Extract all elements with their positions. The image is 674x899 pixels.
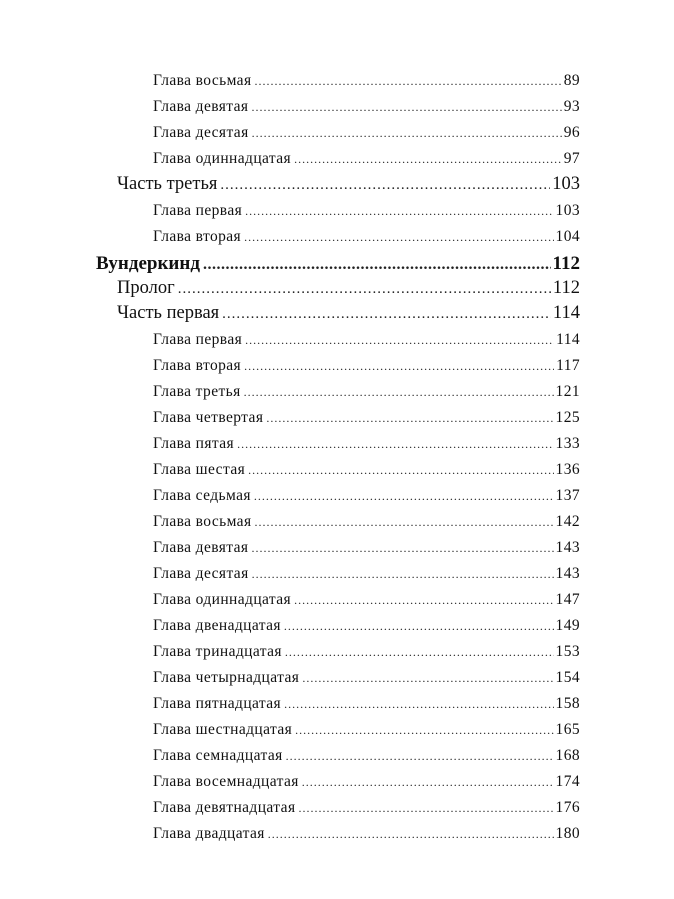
toc-entry[interactable]: [153, 461, 580, 479]
toc-entry[interactable]: [153, 357, 580, 375]
toc-entry[interactable]: [153, 747, 580, 765]
toc-entry-page: 158: [555, 695, 580, 712]
dot-leader: [245, 204, 553, 219]
dot-leader: [248, 463, 553, 478]
toc-entry-title: Глава десятая: [153, 565, 249, 582]
dot-leader: [252, 567, 554, 582]
toc-entry-title: Глава вторая: [153, 357, 242, 374]
toc-entry[interactable]: [153, 773, 580, 791]
toc-entry-page: 97: [563, 150, 580, 167]
toc-entry-page: 89: [563, 72, 580, 89]
toc-entry-title: Глава первая: [153, 331, 243, 348]
toc-entry-page: 180: [555, 825, 580, 842]
toc-entry[interactable]: [153, 409, 580, 427]
toc-entry-page: 149: [555, 617, 580, 634]
toc-part-entry[interactable]: [117, 174, 580, 195]
toc-entry-page: 142: [555, 513, 580, 530]
toc-entry-page: 93: [563, 98, 580, 115]
dot-leader: [302, 671, 553, 686]
toc-entry-title: Глава двадцатая: [153, 825, 265, 842]
toc-entry-page: 174: [555, 773, 580, 790]
toc-entry-title: Глава восьмая: [153, 513, 252, 530]
toc-entry[interactable]: [153, 202, 580, 220]
toc-entry[interactable]: [153, 591, 580, 609]
toc-entry-page: 114: [552, 303, 580, 323]
toc-entry-title: Глава первая: [153, 202, 243, 219]
dot-leader: [284, 697, 553, 712]
toc-entry-page: 176: [555, 799, 580, 816]
toc-entry[interactable]: [153, 331, 580, 349]
dot-leader: [251, 541, 553, 556]
toc-part-entry[interactable]: [117, 278, 580, 299]
dot-leader: [203, 256, 551, 274]
toc-entry[interactable]: [153, 98, 580, 116]
toc-entry[interactable]: [153, 565, 580, 583]
toc-entry[interactable]: [153, 124, 580, 142]
toc-entry-title: Глава шестая: [153, 461, 246, 478]
toc-entry-page: 117: [556, 357, 580, 374]
toc-entry-page: 165: [555, 721, 580, 738]
dot-leader: [302, 775, 554, 790]
toc-entry-title: Глава девятая: [153, 539, 249, 556]
toc-entry-page: 104: [555, 228, 580, 245]
dot-leader: [268, 827, 554, 842]
toc-entry-title: Глава восемнадцатая: [153, 773, 299, 790]
toc-entry-title: Глава пятнадцатая: [153, 695, 282, 712]
toc-entry-title: Часть третья: [117, 174, 218, 194]
toc-part-entry[interactable]: [117, 303, 580, 324]
toc-entry-title: Глава четырнадцатая: [153, 669, 300, 686]
toc-entry[interactable]: [153, 695, 580, 713]
toc-entry[interactable]: [153, 643, 580, 661]
toc-entry-title: Глава седьмая: [153, 487, 251, 504]
dot-leader: [255, 74, 562, 89]
dot-leader: [254, 489, 554, 504]
toc-entry[interactable]: [153, 228, 580, 246]
toc-entry-page: 114: [556, 331, 580, 348]
dot-leader: [251, 100, 561, 115]
toc-entry-page: 133: [555, 435, 580, 452]
toc-entry-page: 143: [555, 565, 580, 582]
toc-entry-page: 112: [552, 253, 580, 274]
toc-entry[interactable]: [153, 539, 580, 557]
toc-entry-page: 125: [555, 409, 580, 426]
toc-entry[interactable]: [153, 669, 580, 687]
dot-leader: [284, 619, 554, 634]
dot-leader: [220, 177, 550, 194]
toc-entry[interactable]: [153, 383, 580, 401]
toc-entry[interactable]: [153, 799, 580, 817]
toc-entry-title: Глава одиннадцатая: [153, 150, 292, 167]
toc-entry-title: Глава девятнадцатая: [153, 799, 296, 816]
dot-leader: [245, 333, 554, 348]
dot-leader: [298, 801, 553, 816]
toc-entry[interactable]: [153, 825, 580, 843]
toc-entry-page: 103: [555, 202, 580, 219]
toc-entry-title: Глава девятая: [153, 98, 249, 115]
toc-entry-page: 147: [555, 591, 580, 608]
dot-leader: [295, 723, 553, 738]
toc-entry-page: 153: [555, 643, 580, 660]
toc-entry-page: 121: [555, 383, 580, 400]
dot-leader: [255, 515, 554, 530]
toc-entry[interactable]: [153, 150, 580, 168]
toc-entry-page: 136: [555, 461, 580, 478]
dot-leader: [266, 411, 553, 426]
dot-leader: [244, 385, 554, 400]
toc-entry-page: 154: [555, 669, 580, 686]
toc-entry[interactable]: [153, 513, 580, 531]
toc-entry-page: 168: [555, 747, 580, 764]
dot-leader: [244, 359, 554, 374]
dot-leader: [294, 152, 562, 167]
toc-entry-page: 96: [563, 124, 580, 141]
toc-entry-title: Часть первая: [117, 303, 220, 323]
dot-leader: [252, 126, 562, 141]
toc-entry-page: 103: [552, 174, 580, 194]
dot-leader: [286, 749, 554, 764]
dot-leader: [178, 281, 551, 298]
toc-book-entry[interactable]: [96, 253, 580, 275]
dot-leader: [294, 593, 553, 608]
toc-entry[interactable]: [153, 72, 580, 90]
toc-entry-title: Глава восьмая: [153, 72, 252, 89]
toc-entry-title: Глава шестнадцатая: [153, 721, 293, 738]
toc-entry-page: 137: [555, 487, 580, 504]
dot-leader: [285, 645, 554, 660]
toc-entry-title: Глава семнадцатая: [153, 747, 283, 764]
toc-entry-title: Вундеркинд: [96, 253, 200, 274]
dot-leader: [222, 306, 551, 323]
toc-entry-title: Пролог: [117, 278, 175, 298]
toc-entry-title: Глава одиннадцатая: [153, 591, 292, 608]
dot-leader: [237, 437, 553, 452]
toc-entry-title: Глава тринадцатая: [153, 643, 282, 660]
dot-leader: [244, 230, 553, 245]
toc-entry-page: 143: [555, 539, 580, 556]
toc-entry[interactable]: [153, 721, 580, 739]
toc-entry[interactable]: [153, 487, 580, 505]
toc-entry-page: 112: [552, 278, 580, 298]
toc-entry-title: Глава третья: [153, 383, 241, 400]
toc-entry-title: Глава четвертая: [153, 409, 264, 426]
toc-entry-title: Глава двенадцатая: [153, 617, 281, 634]
toc-entry-title: Глава десятая: [153, 124, 249, 141]
toc-entry[interactable]: [153, 435, 580, 453]
toc-entry-title: Глава пятая: [153, 435, 235, 452]
toc-entry[interactable]: [153, 617, 580, 635]
toc-entry-title: Глава вторая: [153, 228, 242, 245]
